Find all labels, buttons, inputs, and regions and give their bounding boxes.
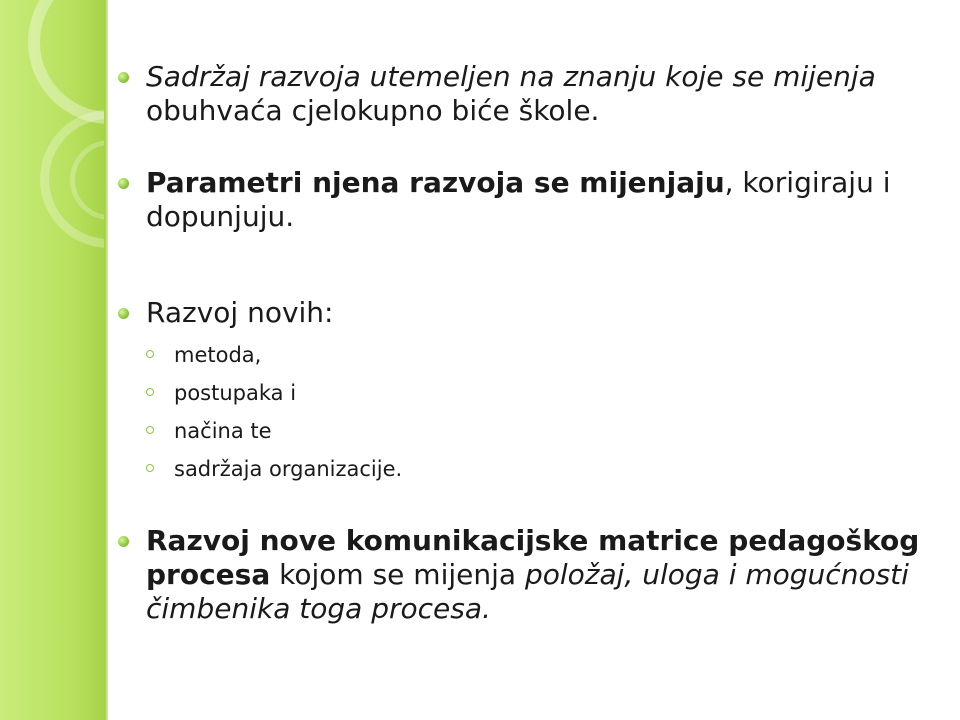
decorative-ring [28, 0, 104, 124]
bullet-item [118, 166, 938, 234]
bullet-text: , korigiraju i dopunjuju. [146, 166, 891, 233]
sub-list-item [146, 450, 938, 488]
slide-content [118, 60, 938, 626]
bullet-italic-text: Sadržaj razvoja utemeljen na znanju koje se mijenja [146, 60, 876, 93]
sub-item-text: postupaka i [174, 381, 297, 405]
sub-bullet-icon [146, 426, 154, 434]
sub-bullet-icon [146, 464, 154, 472]
bullet-dot-icon [118, 536, 129, 547]
bullet-bold-text: Parametri njena razvoja se mijenjaju [146, 166, 725, 199]
bullet-text: kojom se mijenja [270, 558, 525, 591]
bullet-item [118, 296, 938, 330]
sub-item-text: načina te [174, 419, 272, 443]
bullet-text: obuhvaća cjelokupno biće škole. [146, 94, 600, 127]
sub-list [146, 336, 938, 488]
sub-list-item [146, 374, 938, 412]
bullet-italic-text: položaj, uloga i mogućnosti čimbenika toga procesa. [146, 558, 909, 625]
sub-bullet-icon [146, 388, 154, 396]
bullet-text: Razvoj novih: [146, 296, 334, 329]
bullet-dot-icon [118, 178, 129, 189]
bullet-dot-icon [118, 72, 129, 83]
bullet-dot-icon [118, 308, 129, 319]
bullet-bold-text: Razvoj nove komunikacijske matrice pedagoškog procesa [146, 524, 920, 591]
sub-list-item [146, 412, 938, 450]
sub-item-text: metoda, [174, 343, 262, 367]
sub-bullet-icon [146, 350, 154, 358]
band-divider [104, 0, 108, 720]
sub-list-item [146, 336, 938, 374]
bullet-item [118, 524, 938, 626]
sub-item-text: sadržaja organizacije. [174, 457, 403, 481]
bullet-item [118, 60, 938, 128]
decorative-green-band [0, 0, 104, 720]
